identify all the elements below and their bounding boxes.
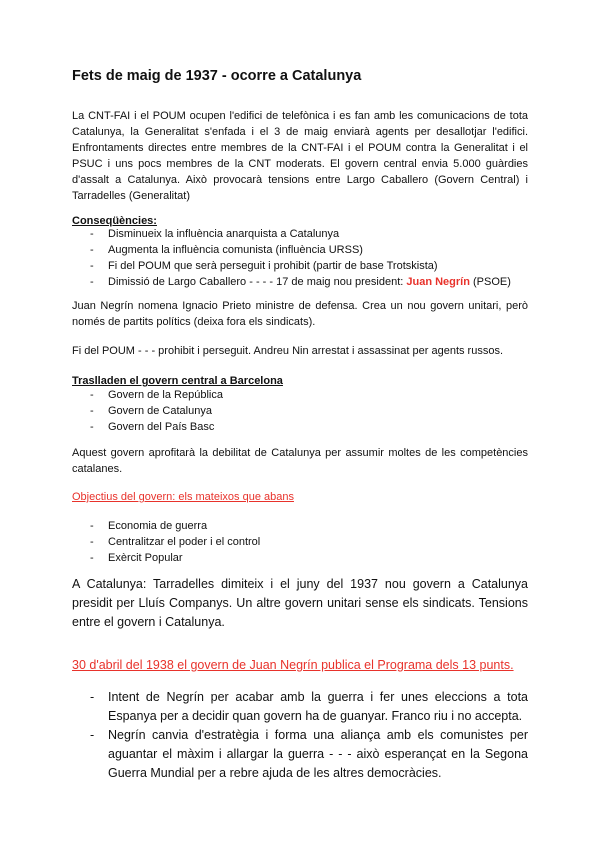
trasllat-heading: Traslladen el govern central a Barcelona: [72, 375, 283, 387]
president-name: Juan Negrín: [406, 276, 470, 288]
list-item: - Negrín canvia d'estratègia i forma una aliança amb els comunistes per aguantar el màxim i allargar la guerra - - - això esperançat en la Segona Guerra Mundial per a rebre ajuda de les altres democràcies.: [90, 728, 528, 780]
dash-marker: -: [90, 728, 95, 742]
list-item: - Dimissió de Largo Caballero - - - - 17 de maig nou president: Juan Negrín (PSOE): [90, 276, 511, 288]
list-item: - Intent de Negrín per acabar amb la guerra i fer unes eleccions a tota Espanya per a decidir quan govern ha de guanyar. Franco riu i no accepta.: [90, 690, 528, 723]
dash-marker: -: [90, 421, 94, 433]
poum-paragraph: Fi del POUM - - - prohibit i perseguit. Andreu Nin arrestat i assassinat per agents russos.: [72, 345, 504, 357]
objectius-heading: Objectius del govern: els mateixos que abans: [72, 491, 294, 503]
dash-marker: -: [90, 244, 94, 256]
catalunya-paragraph: A Catalunya: Tarradelles dimiteix i el juny del 1937 nou govern a Catalunya presidit per Lluís Companys. Un altre govern unitari sense els sindicats. Tensions entre el govern i Catalunya.: [72, 577, 528, 629]
programa-heading: 30 d'abril del 1938 el govern de Juan Negrín publica el Programa dels 13 punts.: [72, 658, 514, 672]
dash-marker: -: [90, 552, 94, 564]
document-title: Fets de maig de 1937 - ocorre a Catalunya: [72, 68, 362, 84]
dash-marker: -: [90, 405, 94, 417]
list-item: - Govern de la República: [90, 389, 223, 401]
list-item: - Govern de Catalunya: [90, 405, 212, 417]
list-item: - Fi del POUM que serà perseguit i prohibit (partir de base Trotskista): [90, 260, 438, 272]
objectius-list: [72, 518, 528, 566]
list-item: - Govern del País Basc: [90, 421, 215, 433]
negrin-paragraph: Juan Negrín nomena Ignacio Prieto ministre de defensa. Crea un nou govern unitari, però només de partits polítics (deixa fora els sindicats).: [72, 300, 528, 328]
programa-list: [72, 688, 528, 783]
list-item: - Economia de guerra: [90, 520, 208, 532]
dash-marker: -: [90, 228, 94, 240]
list-item: - Augmenta la influència comunista (influència URSS): [90, 244, 363, 256]
dash-marker: -: [90, 260, 94, 272]
consequencies-list: [72, 226, 528, 290]
consequencies-heading: Conseqüències:: [72, 215, 157, 227]
dash-marker: -: [90, 389, 94, 401]
aprofitara-paragraph: Aquest govern aprofitarà la debilitat de Catalunya per assumir moltes de les competències catalanes.: [72, 447, 528, 475]
dash-marker: -: [90, 536, 94, 548]
dash-marker: -: [90, 690, 95, 704]
list-item: - Disminueix la influència anarquista a Catalunya: [90, 228, 340, 240]
dash-marker: -: [90, 520, 94, 532]
intro-paragraph: La CNT-FAI i el POUM ocupen l'edifici de telefònica i es fan amb les comunicacions de tota Catalunya, la Generalitat s'enfada i el 3 de maig enviarà agents per desallotjar l'edifici. Enfrontaments directes entre membres de la CNT-FAI i el POUM contra la Generalitat i el PSUC i uns pocs membres de la CNT moderats. El govern central envia 5.000 guàrdies d'assalt a Catalunya. Això provocarà tensions entre Largo Caballero (Govern Central) i Tarradelles (Generalitat): [72, 110, 528, 202]
trasllat-list: [72, 387, 528, 435]
list-item: - Exèrcit Popular: [90, 552, 183, 564]
dash-marker: -: [90, 276, 94, 288]
list-item: - Centralitzar el poder i el control: [90, 536, 261, 548]
